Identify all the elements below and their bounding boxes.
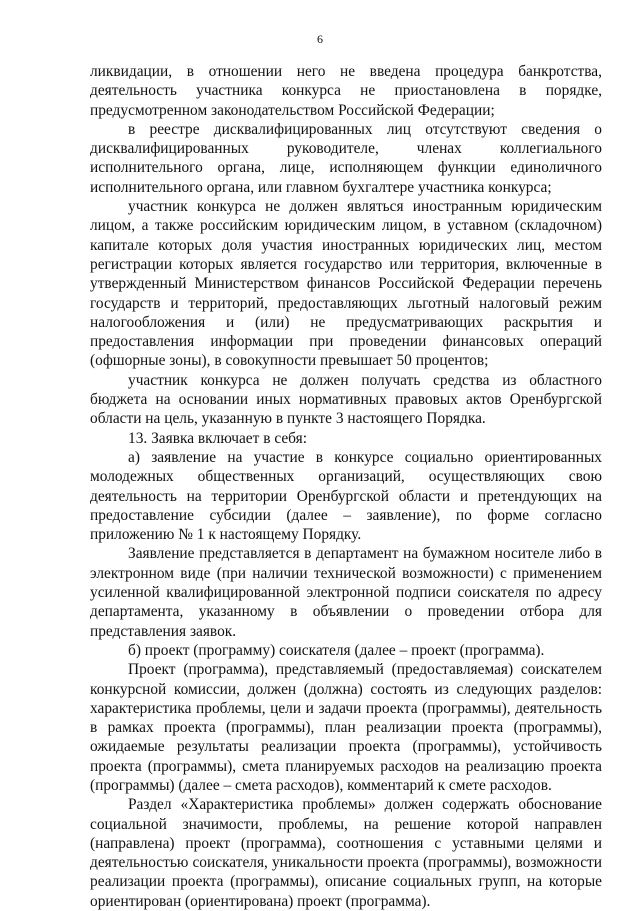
text-line: Заявление представляется в департамент на бумажном носителе либо в [128, 545, 602, 563]
text-line: департамента, указанному в объявлении о проведении отбора для [90, 603, 602, 621]
paragraph [90, 120, 602, 197]
text-line: в рамках проекта (программы), план реализации проекта (программы), [90, 719, 602, 737]
text-line: представления заявок. [90, 622, 237, 640]
text-line: предоставления информации при проведении финансовых операций [90, 333, 602, 351]
text-line: государств и территорий, предоставляющих льготный налоговый режим [90, 294, 602, 312]
text-line: 13. Заявка включает в себя: [128, 429, 307, 447]
text-line: (офшорные зоны), в совокупности превышает 50 процентов; [90, 352, 489, 370]
text-line: деятельность на территории Оренбургской области и претендующих на [90, 487, 602, 505]
text-line: исполнительного органа, или главном бухгалтере участника конкурса; [90, 178, 552, 196]
text-line: лицом, а также российским юридическим лицом, в уставном (складочном) [90, 217, 602, 235]
text-line: области на цель, указанную в пункте 3 настоящего Порядка. [90, 410, 486, 428]
paragraph [90, 448, 602, 544]
text-line: а) заявление на участие в конкурсе социально ориентированных [128, 448, 602, 466]
text-line: регистрации которых является государство или территория, включенные в [90, 255, 602, 273]
text-line: конкурсной комиссии, должен (должна) состоять из следующих разделов: [90, 680, 602, 698]
text-line: капитале которых доля участия иностранных юридических лиц, местом [90, 236, 602, 254]
text-line: молодежных общественных организаций, осуществляющих свою [90, 468, 602, 486]
document-body [90, 62, 602, 911]
paragraph [90, 429, 602, 448]
text-line: дисквалифицированных руководителе, членах коллегиального [90, 140, 602, 158]
text-line: (программы) (далее – смета расходов), комментарий к смете расходов. [90, 776, 552, 794]
text-line: Раздел «Характеристика проблемы» должен содержать обоснование [128, 796, 602, 814]
paragraph [90, 660, 602, 795]
text-line: предусмотренном законодательством Российской Федерации; [90, 101, 495, 119]
text-line: исполнительного органа, лице, исполняющем функции единоличного [90, 159, 602, 177]
text-line: реализации проекта (программы), описание социальных групп, на которые [90, 873, 602, 891]
text-line: ликвидации, в отношении него не введена процедура банкротства, [90, 63, 602, 80]
text-line: предоставление субсидии (далее – заявление), по форме согласно [90, 506, 602, 524]
text-line: ожидаемые результаты реализации проекта (программы), устойчивость [90, 738, 602, 756]
text-line: характеристика проблемы, цели и задачи проекта (программы), деятельность [90, 699, 602, 717]
text-line: проекта (программы), смета планируемых расходов на реализацию проекта [90, 757, 602, 775]
text-line: (направлена) проект (программа), соотношения с уставными целями и [90, 834, 602, 852]
page-number: 6 [317, 32, 323, 46]
text-line: социальной значимости, проблемы, на решение которой направлен [90, 815, 602, 833]
text-line: б) проект (программу) соискателя (далее – проект (программа). [128, 641, 545, 659]
text-line: бюджета на основании иных нормативных правовых актов Оренбургской [90, 391, 602, 409]
text-line: утвержденный Министерством финансов Российской Федерации перечень [90, 275, 602, 293]
text-line: в реестре дисквалифицированных лиц отсутствуют сведения о [128, 120, 602, 138]
paragraph [90, 544, 602, 640]
paragraph [90, 641, 602, 660]
paragraph [90, 197, 602, 371]
text-line: усиленной квалифицированной электронной подписи соискателя по адресу [90, 584, 602, 602]
text-line: деятельностью соискателя, уникальности проекта (программы), возможности [90, 854, 602, 872]
text-line: Проект (программа), представляемый (предоставляемая) соискателем [128, 661, 602, 679]
text-line: ориентирован (ориентирована) проект (программа). [90, 892, 431, 910]
text-line: участник конкурса не должен являться иностранным юридическим [128, 198, 602, 216]
text-line: электронном виде (при наличии технической возможности) с применением [90, 564, 602, 582]
text-line: налогообложения и (или) не предусматривающих раскрытия и [90, 313, 602, 331]
text-line: приложению № 1 к настоящему Порядку. [90, 526, 362, 544]
paragraph [90, 62, 602, 120]
paragraph [90, 795, 602, 911]
text-line: деятельность участника конкурса не приостановлена в порядке, [90, 82, 602, 100]
text-line: участник конкурса не должен получать средства из областного [128, 371, 602, 389]
paragraph [90, 371, 602, 429]
